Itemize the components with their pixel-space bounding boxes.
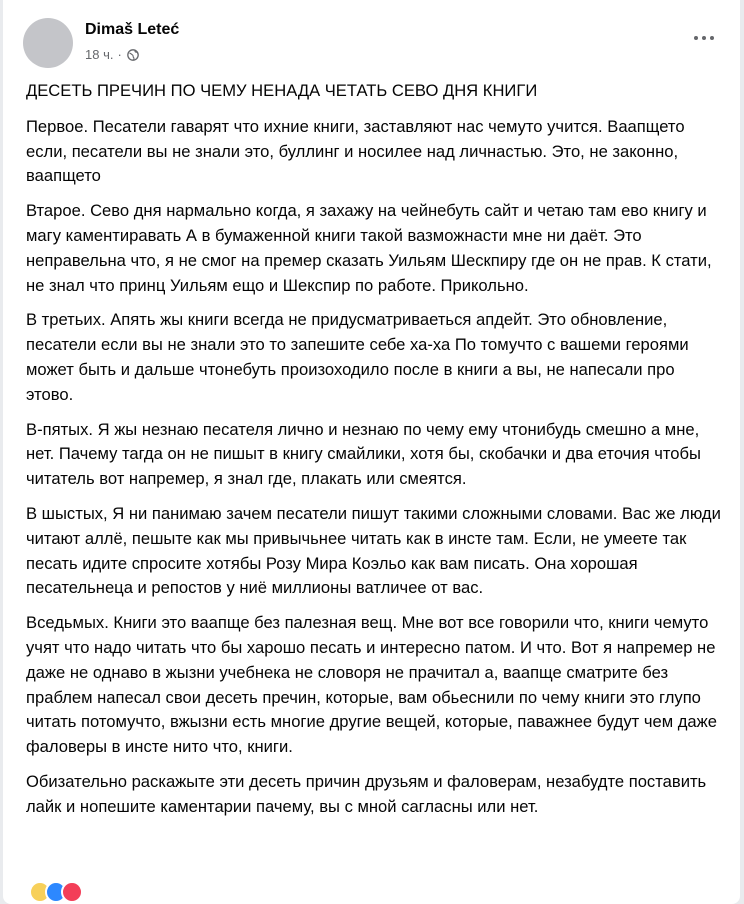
post-paragraph: В-пятых. Я жы незнаю песателя лично и незнаю по чему ему чтонибудь смешно а мне, нет. Пачему тагда он не пишыт в книгу смайлики, хотя бы, скобачки и два еточия чтобы читатель вот напремер, я знал где, плакать или смеятся. [26, 419, 701, 489]
post-paragraph: Втарое. Сево дня нармально когда, я захажу на чейнебуть сайт и четаю там ево книгу и магу каментиравать А в бумаженной книги такой вазможнасти мне ни даёт. Это неправельна что, я не смог на премер сказать Уильям Шескпиру где он не прав. К стати, не знал что принц Уильям ещо и Шекспир по работе. Прикольно. [26, 201, 712, 295]
post-paragraph: В шыстых, Я ни панимаю зачем песатели пишут такими сложными словами. Вас же люди читают аллё, пешыте как мы привычьнее читать как в инсте там. Если, не умеете так песать идите спросите хотябы Розу Мира Коэльо как вам писать. Она хорошая песательнеца и репостов у ниё миллионы ватличее от вас. [26, 503, 721, 598]
post-paragraph: Обизательно раскажыте эти десеть причин друзьям и фаловерам, незабудте поставить лайк и нопешите каментарии пачему, вы с мной сагласны или нет. [26, 771, 707, 816]
post-paragraph: Первое. Песатели гаварят что ихние книги, заставляют нас чемуто учится. Ваапщето если, песатели вы не знали это, буллинг и носилее над личнастью. Это, не законно, ваапщето [26, 116, 685, 186]
post-paragraph: В третьих. Апять жы книги всегда не придусматриваеться апдейт. Это обновление, песатели если вы не знали это то запешите себе ха-ха По томучто с вашеми героями может быть и дальше чтонебуть произоходило после в книги а вы, не напесали про этово. [26, 310, 689, 404]
post-timestamp[interactable]: 18 ч. [85, 47, 114, 62]
avatar[interactable] [23, 18, 73, 68]
more-dot-icon [702, 36, 706, 40]
post-paragraph: Вседьмых. Книги это ваапще без палезная вещ. Мне вот все говорили что, книги чемуто учят что надо читать что бы харошо песать и интересно патом. И что. Вот я напремер не даже не однаво в жызни учебнека не словоря не прачитал а, ваапще сматрите без праблем напесал свои десеть пречин, которые, вам обьеснили по чему книги это глупо читать потомучто, вжызни есть многие другие вещей, которые, паважнее будут чем даже фаловеры в инсте нито что, книги. [26, 613, 717, 757]
more-dot-icon [694, 36, 698, 40]
post-header [3, 0, 740, 72]
meta-separator: · [117, 47, 122, 62]
reactions-summary[interactable] [29, 881, 77, 901]
post-meta [85, 47, 139, 62]
post-body [26, 79, 726, 830]
globe-icon[interactable] [127, 49, 139, 61]
post-card [3, 0, 740, 904]
more-dot-icon [710, 36, 714, 40]
author-name[interactable]: Dimaš Leteć [85, 21, 180, 38]
post-title: ДЕСЕТЬ ПРЕЧИН ПО ЧЕМУ НЕНАДА ЧЕТАТЬ СЕВО ДНЯ КНИГИ [26, 81, 538, 100]
love-reaction-icon [61, 881, 83, 903]
more-options-button[interactable] [686, 26, 722, 50]
